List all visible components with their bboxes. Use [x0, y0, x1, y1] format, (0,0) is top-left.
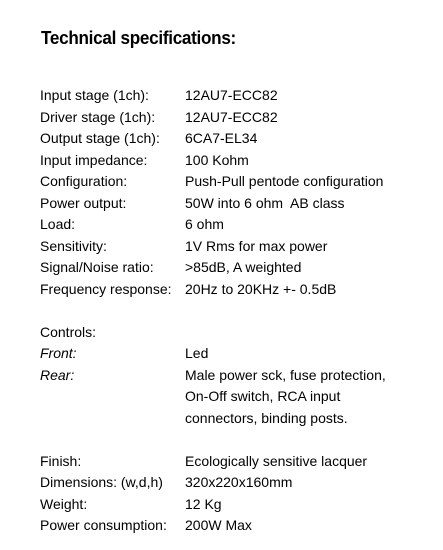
- spec-value: 12AU7-ECC82: [185, 108, 278, 125]
- section-spacer: [40, 300, 420, 322]
- spec-value: [185, 365, 420, 430]
- spec-value: 12AU7-ECC82: [185, 87, 278, 103]
- spec-label: Output stage (1ch):: [40, 130, 160, 146]
- spec-row-frequency-response: [40, 279, 420, 301]
- spec-value: 100 Kohm: [185, 151, 249, 168]
- spec-label: Driver stage (1ch):: [40, 108, 156, 125]
- spec-row-output-stage: [40, 128, 420, 150]
- spec-value: Ecologically sensitive lacquer: [185, 452, 368, 469]
- spec-label: Sensitivity:: [40, 237, 107, 254]
- spec-row-sensitivity: [40, 236, 420, 258]
- spec-label: Dimensions: (w,d,h): [40, 474, 163, 490]
- controls-heading: Controls:: [40, 323, 97, 340]
- spec-value: 320x220x160mm: [185, 474, 293, 490]
- spec-label: Frequency response:: [40, 280, 172, 297]
- spec-label: Power output:: [40, 194, 127, 211]
- spec-label: Configuration:: [40, 173, 128, 189]
- spec-row-power-output: [40, 193, 420, 215]
- spec-row-power-consumption: [40, 515, 420, 537]
- spec-value: Led: [185, 345, 209, 361]
- spec-row-dimensions: [40, 472, 420, 494]
- spec-value: >85dB, A weighted: [185, 259, 302, 275]
- spec-row-driver-stage: [40, 107, 420, 129]
- spec-label: Finish:: [40, 452, 82, 469]
- spec-label: Rear:: [40, 366, 75, 383]
- rear-value-line: connectors, binding posts.: [185, 409, 348, 426]
- spec-label: Input impedance:: [40, 151, 148, 168]
- page-title: Technical specifications:: [41, 28, 236, 48]
- spec-value: 6CA7-EL34: [185, 130, 258, 146]
- spec-row-input-impedance: [40, 150, 420, 172]
- rear-value-line: Male power sck, fuse protection,: [185, 366, 386, 383]
- spec-row-signal-noise-ratio: [40, 257, 420, 279]
- spec-label: Load:: [40, 216, 76, 232]
- spec-row-load: [40, 214, 420, 236]
- spec-row-configuration: [40, 171, 420, 193]
- spec-value: 50W into 6 ohm AB class: [185, 194, 345, 211]
- specifications-list: [40, 85, 420, 537]
- spec-value: 6 ohm: [185, 216, 224, 232]
- rear-value-line: On-Off switch, RCA input: [185, 388, 341, 404]
- spec-value: Push-Pull pentode configuration: [185, 173, 384, 189]
- spec-label: Weight:: [40, 495, 88, 512]
- spec-value: 12 Kg: [185, 495, 222, 512]
- spec-row-input-stage: [40, 85, 420, 107]
- spec-label: Front:: [40, 345, 77, 361]
- spec-label: Input stage (1ch):: [40, 87, 149, 103]
- spec-value: 200W Max: [185, 517, 252, 533]
- section-spacer: [40, 429, 420, 451]
- spec-value: 20Hz to 20KHz +- 0.5dB: [185, 280, 337, 297]
- spec-value: 1V Rms for max power: [185, 237, 328, 254]
- controls-heading-row: [40, 322, 420, 344]
- spec-row-front-controls: [40, 343, 420, 365]
- spec-row-finish: [40, 451, 420, 473]
- spec-row-weight: [40, 494, 420, 516]
- spec-row-rear-controls: [40, 365, 420, 430]
- spec-label: Power consumption:: [40, 517, 167, 533]
- spec-label: Signal/Noise ratio:: [40, 259, 154, 275]
